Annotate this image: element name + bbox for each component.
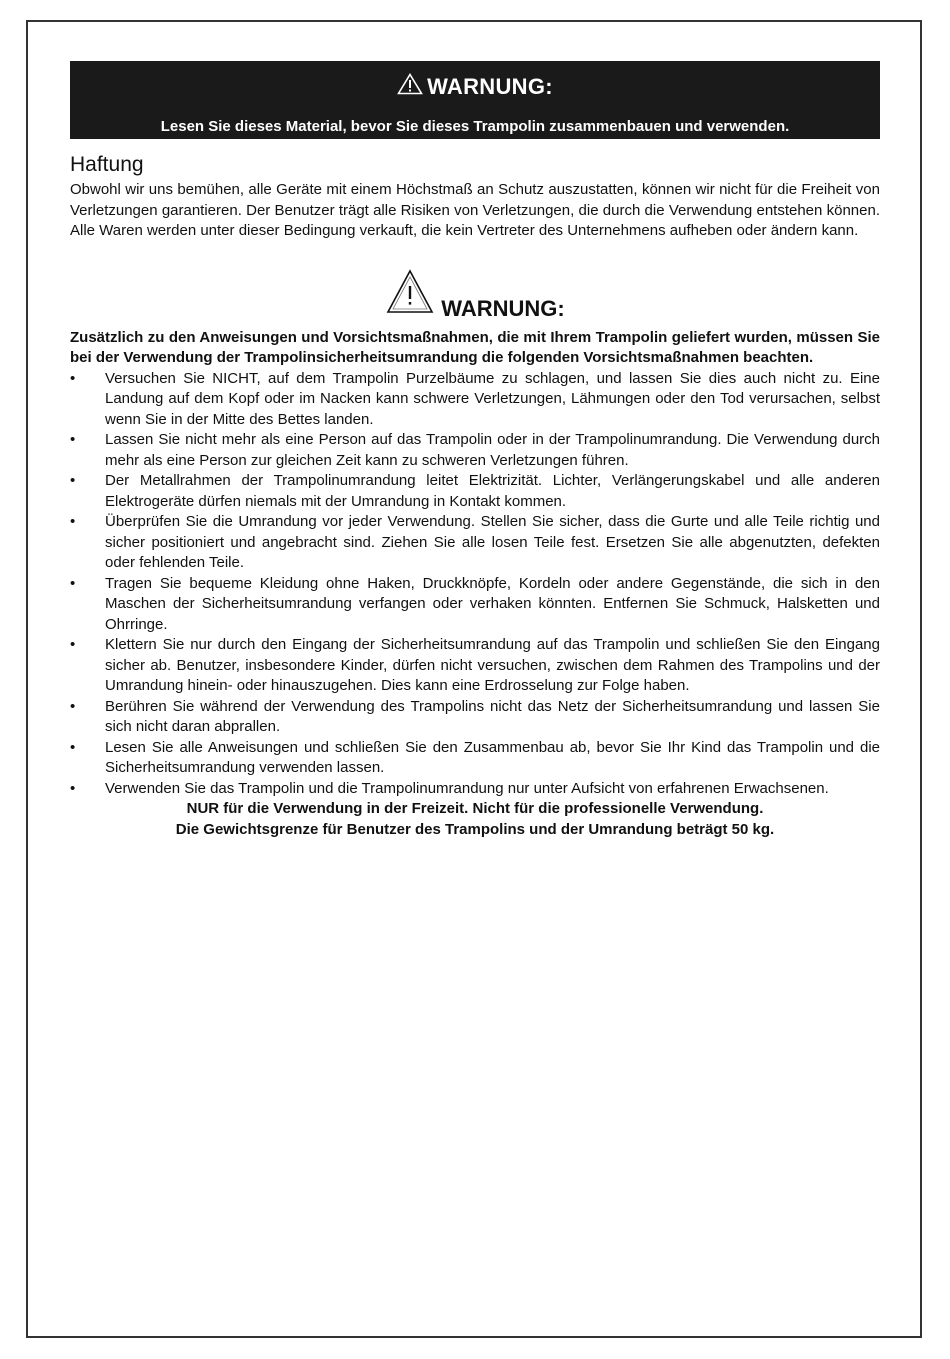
recreational-use-notice: NUR für die Verwendung in der Freizeit. Nicht für die professionelle Verwendung.	[186, 800, 764, 817]
warning-heading-row	[70, 272, 880, 320]
list-item-text: Versuchen Sie NICHT, auf dem Trampolin Purzelbäume zu schlagen, und lassen Sie dies auch nicht zu. Eine Landung auf dem Kopf oder im Nacken kann schwere Verletzungen, Lähmungen oder den Tod verursachen, selbst wenn Sie in der Mitte des Bettes landen.	[105, 369, 880, 428]
list-item	[70, 697, 880, 738]
bullet-icon: •	[70, 574, 76, 592]
list-item-text: Überprüfen Sie die Umrandung vor jeder Verwendung. Stellen Sie sicher, dass die Gurte und alle Teile richtig und sicher positioniert und angebracht sind. Ziehen Sie alle losen Teile fest. Ersetzen Sie alle abgenutzten, defekten oder fehlenden Teile.	[105, 513, 880, 571]
list-item-text: Lassen Sie nicht mehr als eine Person auf das Trampolin oder in der Trampolinumrandung. Die Verwendung durch mehr als eine Person zur gleichen Zeit kann zu schweren Verletzungen führen.	[105, 431, 880, 469]
bullet-icon: •	[70, 472, 76, 489]
list-item	[70, 369, 880, 431]
list-item-text: Berühren Sie während der Verwendung des Trampolins nicht das Netz der Sicherheitsumrandung und lassen Sie sich nicht daran abprallen.	[105, 697, 880, 735]
list-item	[70, 471, 880, 512]
banner-subtitle: Lesen Sie dieses Material, bevor Sie dieses Trampolin zusammenbauen und verwenden.	[160, 118, 790, 135]
list-item	[70, 635, 880, 697]
warning-banner	[70, 61, 880, 139]
liability-paragraph: Obwohl wir uns bemühen, alle Geräte mit einem Höchstmaß an Schutz auszustatten, können wir nicht für die Freiheit von Verletzungen garantieren. Der Benutzer trägt alle Risiken von Verletzungen, die durch die Verwendung entstehen können. Alle Waren werden unter dieser Bedingung verkauft, die kein Vertreter des Unternehmens aufheben oder ändern kann.	[70, 181, 880, 239]
list-item	[70, 574, 880, 636]
list-item	[70, 738, 880, 779]
bullet-icon: •	[70, 431, 76, 448]
bullet-icon: •	[70, 697, 76, 715]
banner-title: WARNUNG:	[427, 73, 553, 99]
warning-intro: Zusätzlich zu den Anweisungen und Vorsichtsmaßnahmen, die mit Ihrem Trampolin geliefert wurden, müssen Sie bei der Verwendung der Trampolinsicherheitsumrandung die folgenden Vorsichtsmaßnahmen beachten.	[70, 328, 880, 366]
warning-triangle-icon	[397, 73, 423, 100]
precautions-list	[70, 369, 880, 800]
list-item-text: Tragen Sie bequeme Kleidung ohne Haken, Druckknöpfe, Kordeln oder andere Gegenstände, die sich in den Maschen der Sicherheitsumrandung verfangen oder verhaken könnten. Entfernen Sie Schmuck, Halsketten und Ohrringe.	[105, 574, 880, 633]
warning-triangle-icon	[385, 269, 435, 320]
bullet-icon: •	[70, 779, 76, 797]
bullet-icon: •	[70, 636, 76, 653]
bullet-icon: •	[70, 513, 76, 530]
list-item-text: Der Metallrahmen der Trampolinumrandung leitet Elektrizität. Lichter, Verlängerungskabel und alle anderen Elektrogeräte dürfen niemals mit der Umrandung in Kontakt kommen.	[105, 472, 880, 510]
list-item	[70, 512, 880, 574]
list-item-text: Verwenden Sie das Trampolin und die Trampolinumrandung nur unter Aufsicht von erfahrenen Erwachsenen.	[105, 779, 829, 797]
bullet-icon: •	[70, 369, 76, 387]
list-item-text: Lesen Sie alle Anweisungen und schließen Sie den Zusammenbau ab, bevor Sie Ihr Kind das Trampolin und die Sicherheitsumrandung verwenden lassen.	[105, 738, 880, 776]
list-item-text: Klettern Sie nur durch den Eingang der Sicherheitsumrandung auf das Trampolin und schließen Sie den Eingang sicher ab. Benutzer, insbesondere Kinder, dürfen nicht versuchen, zwischen dem Rahmen des Trampolins und der Umrandung hinein- oder hinauszugehen. Dies kann eine Erdrosselung zur Folge haben.	[105, 636, 880, 694]
list-item	[70, 779, 880, 800]
liability-heading: Haftung	[70, 153, 144, 176]
list-item	[70, 430, 880, 471]
bullet-icon: •	[70, 738, 76, 756]
banner-title-row	[70, 73, 880, 100]
main-content	[70, 152, 880, 840]
weight-limit-notice: Die Gewichtsgrenze für Benutzer des Trampolins und der Umrandung beträgt 50 kg.	[175, 820, 775, 838]
warning-heading: WARNUNG:	[441, 295, 565, 321]
